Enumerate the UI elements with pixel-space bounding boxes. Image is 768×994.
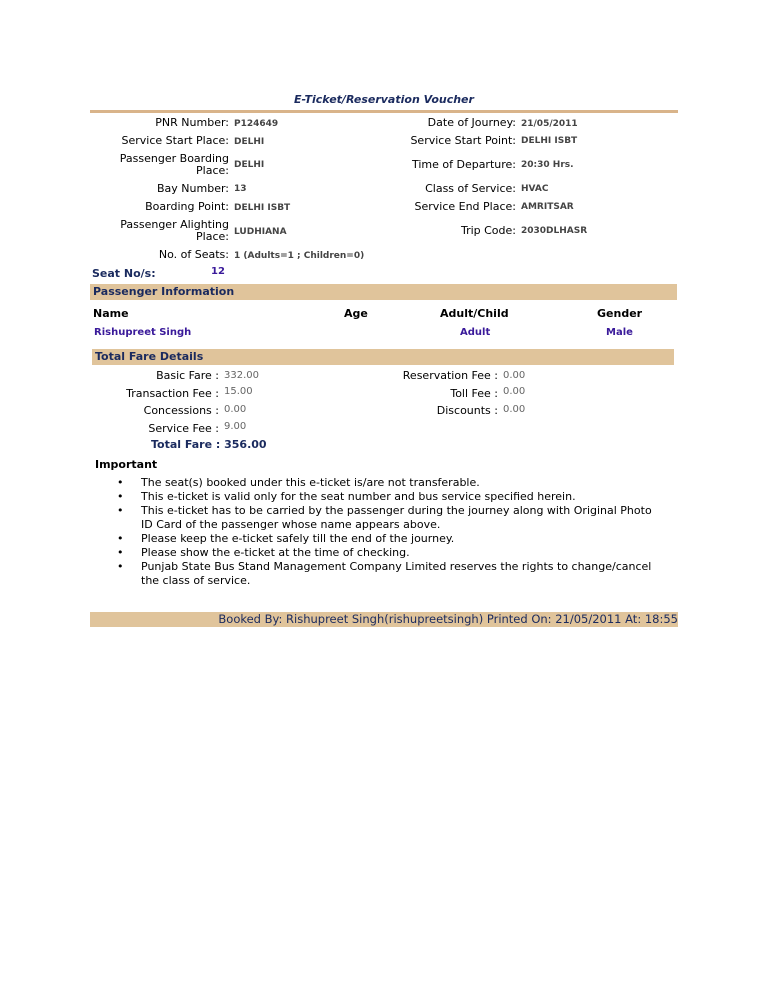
boarding-place-value: DELHI <box>234 160 265 170</box>
col-gender-header: Gender <box>597 307 643 320</box>
basic-fare-label: Basic Fare : <box>156 369 219 382</box>
class-of-service-value: HVAC <box>521 184 549 194</box>
important-item: • Punjab State Bus Stand Management Company Limited reserves the rights to change/cancel the class of service. <box>117 560 665 588</box>
voucher-title: E-Ticket/Reservation Voucher <box>294 93 474 106</box>
trip-code-value: 2030DLHASR <box>521 226 588 236</box>
toll-fee-value: 0.00 <box>503 386 526 397</box>
no-of-seats-value: 1 (Adults=1 ; Children=0) <box>234 251 365 261</box>
departure-time-value: 20:30 Hrs. <box>521 160 574 170</box>
important-item: • Please show the e-ticket at the time of checking. <box>117 546 665 560</box>
important-list <box>117 476 665 588</box>
alighting-place-label: Passenger Alighting Place: <box>120 218 229 243</box>
fare-header <box>92 349 674 365</box>
transaction-fee-label: Transaction Fee : <box>126 387 219 400</box>
alighting-place-value: LUDHIANA <box>234 227 287 237</box>
bay-number-value: 13 <box>234 184 247 194</box>
no-of-seats-label: No. of Seats: <box>158 248 229 261</box>
date-of-journey-label: Date of Journey: <box>427 116 516 129</box>
important-item: • The seat(s) booked under this e-ticket is/are not transferable. <box>117 476 665 490</box>
service-fee-label: Service Fee : <box>148 422 219 435</box>
passenger-name: Rishupreet Singh <box>94 327 192 338</box>
departure-time-label: Time of Departure: <box>411 158 516 171</box>
service-start-place-label: Service Start Place: <box>121 134 229 147</box>
service-end-place-value: AMRITSAR <box>521 202 574 212</box>
boarding-place-label: Passenger Boarding Place: <box>119 152 229 177</box>
booked-by-text: Booked By: Rishupreet Singh(rishupreetsingh) Printed On: 21/05/2011 At: 18:55 <box>218 612 678 626</box>
discounts-value: 0.00 <box>503 404 526 415</box>
footer-bar <box>90 612 678 627</box>
fare-heading: Total Fare Details <box>95 350 204 363</box>
basic-fare-value: 332.00 <box>224 370 259 381</box>
trip-code-label: Trip Code: <box>460 224 516 237</box>
bay-number-label: Bay Number: <box>157 182 229 195</box>
passenger-info-header <box>90 284 677 300</box>
service-start-point-value: DELHI ISBT <box>521 136 578 146</box>
col-age-header: Age <box>344 307 368 320</box>
pnr-value: P124649 <box>234 119 279 129</box>
concessions-value: 0.00 <box>224 404 247 415</box>
title-divider <box>90 110 678 113</box>
concessions-label: Concessions : <box>143 404 219 417</box>
boarding-point-value: DELHI ISBT <box>234 203 291 213</box>
seat-no-value: 12 <box>211 266 225 277</box>
pnr-label: PNR Number: <box>155 116 229 129</box>
service-end-place-label: Service End Place: <box>414 200 516 213</box>
class-of-service-label: Class of Service: <box>425 182 516 195</box>
passenger-info-heading: Passenger Information <box>93 285 235 298</box>
important-item: • Please keep the e-ticket safely till the end of the journey. <box>117 532 665 546</box>
toll-fee-label: Toll Fee : <box>450 387 498 400</box>
important-item: • This e-ticket has to be carried by the passenger during the journey along with Original Photo ID Card of the passenger whose name appears above. <box>117 504 665 532</box>
total-fare: Total Fare : 356.00 <box>151 438 267 451</box>
service-start-place-value: DELHI <box>234 137 265 147</box>
important-heading: Important <box>95 458 158 471</box>
service-start-point-label: Service Start Point: <box>410 134 516 147</box>
passenger-type: Adult <box>460 327 491 338</box>
important-item: • This e-ticket is valid only for the seat number and bus service specified herein. <box>117 490 665 504</box>
boarding-point-label: Boarding Point: <box>145 200 229 213</box>
seat-no-label: Seat No/s: <box>92 267 156 280</box>
service-fee-value: 9.00 <box>224 421 247 432</box>
reservation-fee-label: Reservation Fee : <box>402 369 498 382</box>
col-type-header: Adult/Child <box>440 307 509 320</box>
transaction-fee-value: 15.00 <box>224 386 253 397</box>
discounts-label: Discounts : <box>436 404 498 417</box>
passenger-gender: Male <box>606 327 633 338</box>
date-of-journey-value: 21/05/2011 <box>521 119 578 129</box>
col-name-header: Name <box>93 307 129 320</box>
reservation-fee-value: 0.00 <box>503 370 526 381</box>
